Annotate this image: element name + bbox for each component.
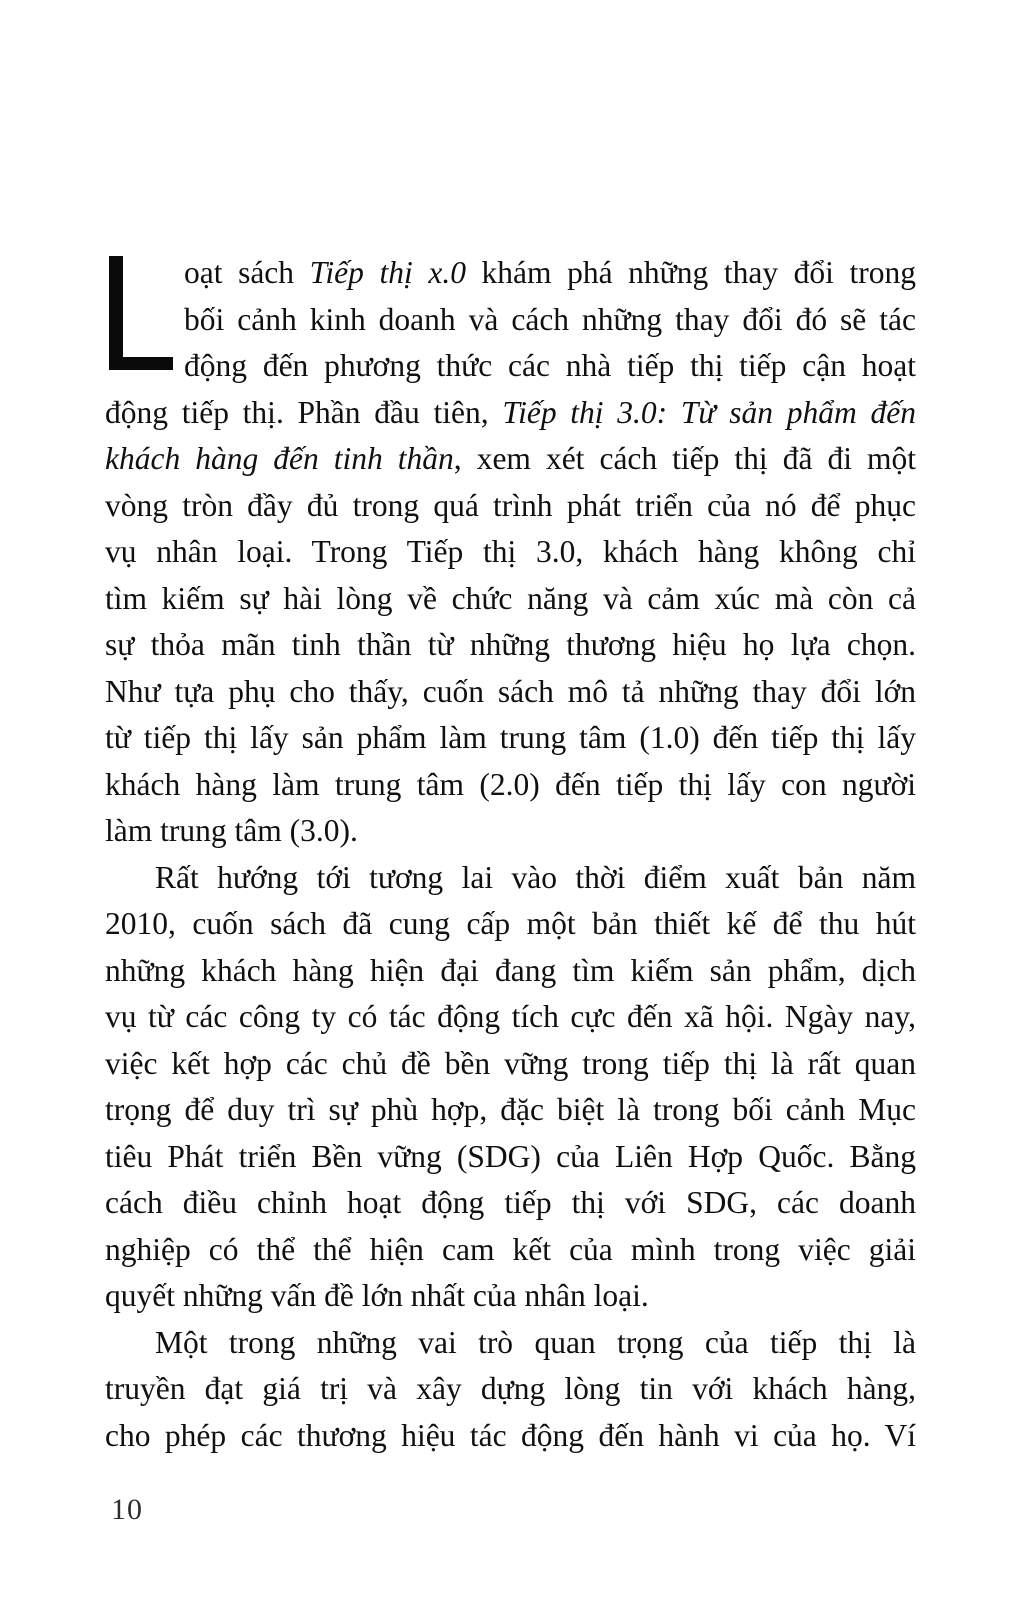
paragraph (105, 250, 916, 855)
text-segment: trọng để duy trì sự phù hợp, đặc biệt là trong bối cảnh Mục (105, 1092, 916, 1127)
paragraph (105, 1320, 916, 1460)
text-segment: làm trung tâm (3.0). (105, 813, 358, 848)
text-line (105, 669, 916, 716)
text-line (105, 576, 916, 623)
text-line (105, 1087, 916, 1134)
text-line (105, 622, 916, 669)
text-segment: cho phép các thương hiệu tác động đến hành vi của họ. Ví (105, 1417, 916, 1453)
text-segment: Như tựa phụ cho thấy, cuốn sách mô tả những thay đổi lớn (105, 673, 916, 709)
text-segment-italic: khách hàng đến tinh thần (105, 441, 454, 476)
text-line (105, 1366, 916, 1413)
text-line (105, 390, 916, 437)
text-line (105, 1180, 916, 1227)
text-segment: động tiếp thị. Phần đầu tiên, (105, 394, 503, 430)
text-line (105, 901, 916, 948)
text-segment: tiêu Phát triển Bền vững (SDG) của Liên Hợp Quốc. Bằng (105, 1138, 916, 1174)
dropcap-letter (109, 256, 173, 370)
text-segment: tìm kiếm sự hài lòng về chức năng và cảm xúc mà còn cả (105, 580, 916, 616)
text-segment: những khách hàng hiện đại đang tìm kiếm sản phẩm, dịch (105, 952, 916, 988)
text-segment: động đến phương thức các nhà tiếp thị tiếp cận hoạt (184, 348, 916, 383)
text-segment: khách hàng làm trung tâm (2.0) đến tiếp thị lấy con người (105, 766, 916, 802)
text-line (105, 1227, 916, 1274)
text-segment: khám phá những thay đổi trong (465, 255, 917, 290)
text-line (105, 948, 916, 995)
body-text (105, 250, 916, 1459)
text-line (105, 483, 916, 530)
text-line (105, 1134, 916, 1181)
text-line (105, 1273, 916, 1320)
text-segment-italic: Tiếp thị x.0 (309, 255, 466, 290)
text-line (105, 715, 916, 762)
text-line (105, 343, 916, 390)
text-line (105, 1041, 916, 1088)
text-segment: sự thỏa mãn tinh thần từ những thương hiệu họ lựa chọn. (105, 627, 916, 662)
text-segment: truyền đạt giá trị và xây dựng lòng tin với khách hàng, (105, 1371, 916, 1406)
text-segment-italic: Tiếp thị 3.0: Từ sản phẩm đến (502, 394, 916, 430)
text-segment: , xem xét cách tiếp thị đã đi một (453, 441, 916, 476)
text-segment: cách điều chỉnh hoạt động tiếp thị với SDG, các doanh (105, 1185, 916, 1220)
text-line (105, 762, 916, 809)
text-line (105, 529, 916, 576)
text-segment: Rất hướng tới tương lai vào thời điểm xuất bản năm (155, 859, 916, 895)
text-line (105, 436, 916, 483)
text-segment: vụ nhân loại. Trong Tiếp thị 3.0, khách hàng không chỉ (105, 534, 916, 569)
text-line (105, 1320, 916, 1367)
paragraph (105, 855, 916, 1320)
text-line (105, 808, 916, 855)
text-segment: vụ từ các công ty có tác động tích cực đến xã hội. Ngày nay, (105, 999, 916, 1034)
text-line (105, 994, 916, 1041)
text-segment: quyết những vấn đề lớn nhất của nhân loại. (105, 1278, 649, 1313)
text-segment: việc kết hợp các chủ đề bền vững trong tiếp thị là rất quan (105, 1045, 916, 1081)
text-segment: nghiệp có thể thể hiện cam kết của mình trong việc giải (105, 1231, 916, 1267)
text-line (105, 297, 916, 344)
text-line (105, 855, 916, 902)
text-segment: oạt sách (184, 255, 310, 290)
text-segment: từ tiếp thị lấy sản phẩm làm trung tâm (1.0) đến tiếp thị lấy (105, 720, 916, 755)
text-line (105, 1413, 916, 1460)
page-number: 10 (111, 1493, 143, 1526)
text-segment: vòng tròn đầy đủ trong quá trình phát triển của nó để phục (105, 487, 916, 523)
text-segment: Một trong những vai trò quan trọng của tiếp thị là (155, 1324, 916, 1360)
text-line (105, 250, 916, 297)
text-segment: bối cảnh kinh doanh và cách những thay đổi đó sẽ tác (184, 301, 916, 337)
text-segment: 2010, cuốn sách đã cung cấp một bản thiết kế để thu hút (105, 906, 916, 941)
